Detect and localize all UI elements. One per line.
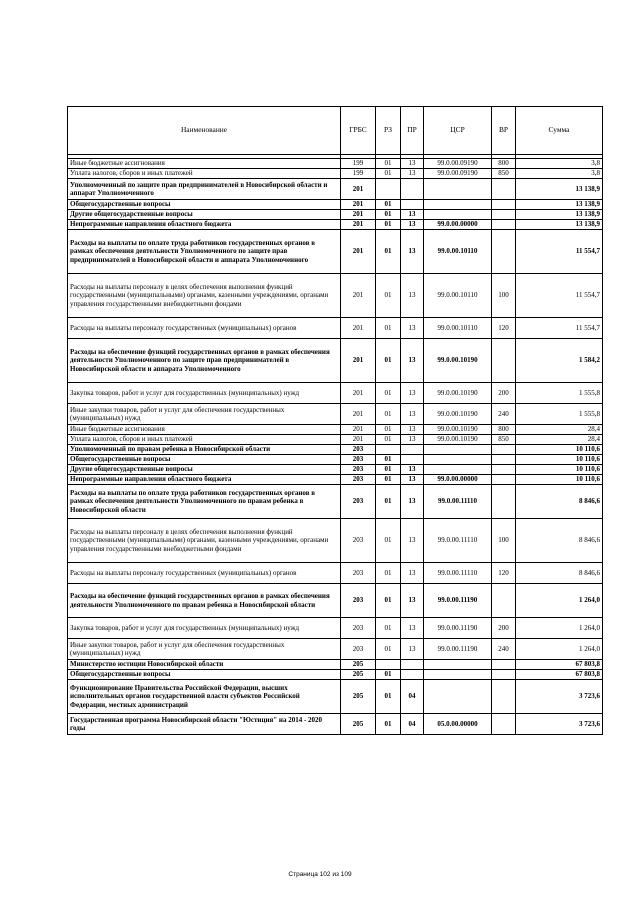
row-sum-cell: 28,4 <box>516 425 603 435</box>
row-grbs-cell: 201 <box>341 404 376 425</box>
row-csr-cell: 99.0.00.10190 <box>424 404 492 425</box>
row-vr-cell <box>492 455 516 465</box>
row-sum-cell: 3 723,6 <box>516 680 603 714</box>
row-name-cell: Иные закупки товаров, работ и услуг для обеспечения государственных (муниципальных) нужд <box>68 404 341 425</box>
row-vr-cell: 200 <box>492 618 516 639</box>
row-vr-cell <box>492 714 516 735</box>
table-row <box>68 339 603 383</box>
row-pr-cell: 13 <box>401 618 424 639</box>
row-vr-cell: 800 <box>492 159 516 169</box>
row-rz-cell <box>376 179 401 200</box>
row-vr-cell <box>492 584 516 618</box>
row-name-cell: Уполномоченный по защите прав предпринимателей в Новосибирской области и аппарат Уполномоченного <box>68 179 341 200</box>
row-name-cell: Непрограммные направления областного бюджета <box>68 475 341 485</box>
row-sum-cell: 8 846,6 <box>516 519 603 563</box>
row-grbs-cell: 205 <box>341 680 376 714</box>
row-csr-cell: 99.0.00.10190 <box>424 383 492 404</box>
row-name-cell: Закупка товаров, работ и услуг для государственных (муниципальных) нужд <box>68 383 341 404</box>
row-sum-cell: 67 803,8 <box>516 670 603 680</box>
row-grbs-cell: 199 <box>341 159 376 169</box>
table-row <box>68 210 603 220</box>
row-sum-cell: 67 803,8 <box>516 660 603 670</box>
row-grbs-cell: 199 <box>341 169 376 179</box>
row-csr-cell: 99.0.00.10110 <box>424 230 492 274</box>
row-name-cell: Расходы на выплаты персоналу государственных (муниципальных) органов <box>68 318 341 339</box>
row-rz-cell: 01 <box>376 274 401 318</box>
row-rz-cell: 01 <box>376 618 401 639</box>
row-name-cell: Закупка товаров, работ и услуг для государственных (муниципальных) нужд <box>68 618 341 639</box>
row-name-cell: Расходы на выплаты персоналу в целях обеспечения выполнения функций государственными (муниципальными) органами, казенными учреждениями, органами управления государственными внебюджетными фондами <box>68 519 341 563</box>
row-grbs-cell: 201 <box>341 200 376 210</box>
row-sum-cell: 10 110,6 <box>516 445 603 455</box>
row-rz-cell: 01 <box>376 220 401 230</box>
row-vr-cell: 200 <box>492 383 516 404</box>
row-sum-cell: 13 138,9 <box>516 179 603 200</box>
row-pr-cell: 13 <box>401 230 424 274</box>
table-row <box>68 455 603 465</box>
table-row <box>68 639 603 660</box>
row-pr-cell: 04 <box>401 680 424 714</box>
row-rz-cell: 01 <box>376 159 401 169</box>
row-sum-cell: 1 555,8 <box>516 404 603 425</box>
row-grbs-cell: 203 <box>341 584 376 618</box>
row-sum-cell: 13 138,9 <box>516 200 603 210</box>
row-rz-cell: 01 <box>376 404 401 425</box>
row-grbs-cell: 205 <box>341 670 376 680</box>
row-name-cell: Государственная программа Новосибирской области "Юстиция" на 2014 - 2020 годы <box>68 714 341 735</box>
table-row <box>68 563 603 584</box>
row-name-cell: Другие общегосударственные вопросы <box>68 465 341 475</box>
row-vr-cell <box>492 179 516 200</box>
row-sum-cell: 1 264,0 <box>516 639 603 660</box>
row-pr-cell: 13 <box>401 159 424 169</box>
row-name-cell: Расходы на обеспечение функций государственных органов в рамках обеспечения деятельности Уполномоченного по правам ребенка в Новосибирской области <box>68 584 341 618</box>
row-sum-cell: 11 554,7 <box>516 318 603 339</box>
row-rz-cell: 01 <box>376 425 401 435</box>
row-csr-cell: 99.0.00.10190 <box>424 339 492 383</box>
table-row <box>68 485 603 519</box>
column-header-pr: ПР <box>401 107 424 155</box>
table-row <box>68 159 603 169</box>
table-row <box>68 618 603 639</box>
row-csr-cell: 99.0.00.11110 <box>424 485 492 519</box>
row-rz-cell: 01 <box>376 714 401 735</box>
row-rz-cell: 01 <box>376 383 401 404</box>
row-sum-cell: 13 138,9 <box>516 220 603 230</box>
row-grbs-cell: 201 <box>341 425 376 435</box>
column-header-csr: ЦСР <box>424 107 492 155</box>
row-sum-cell: 1 584,2 <box>516 339 603 383</box>
row-grbs-cell: 203 <box>341 475 376 485</box>
column-header-grbs: ГРБС <box>341 107 376 155</box>
row-vr-cell <box>492 210 516 220</box>
row-csr-cell: 99.0.00.11190 <box>424 618 492 639</box>
row-csr-cell <box>424 210 492 220</box>
row-name-cell: Уплата налогов, сборов и иных платежей <box>68 169 341 179</box>
table-row <box>68 230 603 274</box>
row-pr-cell <box>401 455 424 465</box>
budget-table-container <box>67 106 602 735</box>
row-csr-cell: 05.0.00.00000 <box>424 714 492 735</box>
row-grbs-cell: 201 <box>341 274 376 318</box>
row-name-cell: Иные закупки товаров, работ и услуг для обеспечения государственных (муниципальных) нужд <box>68 639 341 660</box>
row-vr-cell: 100 <box>492 519 516 563</box>
row-name-cell: Функционирование Правительства Российской Федерации, высших исполнительных органов государственной власти субъектов Российской Федерации, местных администраций <box>68 680 341 714</box>
table-row <box>68 435 603 445</box>
row-pr-cell: 13 <box>401 519 424 563</box>
row-vr-cell <box>492 230 516 274</box>
row-pr-cell: 13 <box>401 475 424 485</box>
row-pr-cell: 13 <box>401 383 424 404</box>
row-vr-cell: 850 <box>492 169 516 179</box>
row-name-cell: Расходы на выплаты персоналу государственных (муниципальных) органов <box>68 563 341 584</box>
table-row <box>68 169 603 179</box>
row-pr-cell <box>401 670 424 680</box>
row-grbs-cell: 203 <box>341 485 376 519</box>
row-csr-cell: 99.0.00.10110 <box>424 318 492 339</box>
row-name-cell: Другие общегосударственные вопросы <box>68 210 341 220</box>
column-header-name: Наименование <box>68 107 341 155</box>
table-row <box>68 519 603 563</box>
row-grbs-cell: 203 <box>341 563 376 584</box>
table-row <box>68 274 603 318</box>
row-sum-cell: 11 554,7 <box>516 274 603 318</box>
row-name-cell: Уполномоченный по правам ребенка в Новосибирской области <box>68 445 341 455</box>
row-name-cell: Министерство юстиции Новосибирской области <box>68 660 341 670</box>
row-pr-cell: 13 <box>401 465 424 475</box>
row-sum-cell: 11 554,7 <box>516 230 603 274</box>
row-csr-cell: 99.0.00.09190 <box>424 169 492 179</box>
column-header-rz: РЗ <box>376 107 401 155</box>
row-pr-cell: 13 <box>401 220 424 230</box>
row-csr-cell: 99.0.00.10190 <box>424 425 492 435</box>
row-pr-cell: 13 <box>401 318 424 339</box>
row-rz-cell: 01 <box>376 465 401 475</box>
row-grbs-cell: 203 <box>341 455 376 465</box>
row-csr-cell <box>424 660 492 670</box>
table-row <box>68 404 603 425</box>
row-sum-cell: 3 723,6 <box>516 714 603 735</box>
row-rz-cell: 01 <box>376 670 401 680</box>
row-csr-cell: 99.0.00.00000 <box>424 475 492 485</box>
row-rz-cell: 01 <box>376 584 401 618</box>
row-rz-cell: 01 <box>376 475 401 485</box>
row-pr-cell: 04 <box>401 714 424 735</box>
row-pr-cell: 13 <box>401 563 424 584</box>
row-csr-cell <box>424 200 492 210</box>
column-header-sum: Сумма <box>516 107 603 155</box>
row-grbs-cell: 203 <box>341 445 376 455</box>
row-name-cell: Общегосударственные вопросы <box>68 670 341 680</box>
row-name-cell: Расходы на обеспечение функций государственных органов в рамках обеспечения деятельности Уполномоченного по защите прав предпринимателей в Новосибирской области и аппарата Уполномоченного <box>68 339 341 383</box>
row-rz-cell: 01 <box>376 519 401 563</box>
row-pr-cell: 13 <box>401 274 424 318</box>
row-grbs-cell: 203 <box>341 618 376 639</box>
row-grbs-cell: 203 <box>341 519 376 563</box>
table-row <box>68 584 603 618</box>
row-name-cell: Уплата налогов, сборов и иных платежей <box>68 435 341 445</box>
row-csr-cell: 99.0.00.00000 <box>424 220 492 230</box>
row-name-cell: Общегосударственные вопросы <box>68 200 341 210</box>
table-row <box>68 475 603 485</box>
row-csr-cell: 99.0.00.11190 <box>424 584 492 618</box>
table-row <box>68 383 603 404</box>
row-csr-cell <box>424 445 492 455</box>
row-name-cell: Расходы на выплаты персоналу в целях обеспечения выполнения функций государственными (муниципальными) органами, казенными учреждениями, органами управления государственными внебюджетными фондами <box>68 274 341 318</box>
row-vr-cell: 850 <box>492 435 516 445</box>
row-grbs-cell: 201 <box>341 383 376 404</box>
row-grbs-cell: 201 <box>341 220 376 230</box>
row-csr-cell <box>424 179 492 200</box>
row-name-cell: Расходы на выплаты по оплате труда работников государственных органов в рамках обеспечения деятельности Уполномоченного по защите прав предпринимателей в Новосибирской области и аппарата Уполномоченного <box>68 230 341 274</box>
row-vr-cell <box>492 660 516 670</box>
row-csr-cell: 99.0.00.11110 <box>424 563 492 584</box>
row-vr-cell: 100 <box>492 274 516 318</box>
row-pr-cell: 13 <box>401 404 424 425</box>
row-pr-cell: 13 <box>401 485 424 519</box>
table-row <box>68 220 603 230</box>
row-csr-cell <box>424 680 492 714</box>
row-grbs-cell: 205 <box>341 714 376 735</box>
row-rz-cell: 01 <box>376 200 401 210</box>
row-pr-cell <box>401 179 424 200</box>
row-rz-cell: 01 <box>376 680 401 714</box>
row-pr-cell: 13 <box>401 435 424 445</box>
row-csr-cell: 99.0.00.09190 <box>424 159 492 169</box>
row-sum-cell: 3,8 <box>516 169 603 179</box>
row-pr-cell <box>401 445 424 455</box>
column-header-vr: ВР <box>492 107 516 155</box>
row-grbs-cell: 201 <box>341 210 376 220</box>
row-vr-cell <box>492 485 516 519</box>
row-pr-cell: 13 <box>401 639 424 660</box>
row-name-cell: Иные бюджетные ассигнования <box>68 159 341 169</box>
table-row <box>68 670 603 680</box>
row-grbs-cell: 203 <box>341 465 376 475</box>
row-vr-cell: 120 <box>492 563 516 584</box>
row-sum-cell: 1 264,0 <box>516 584 603 618</box>
table-row <box>68 200 603 210</box>
row-pr-cell <box>401 660 424 670</box>
row-rz-cell: 01 <box>376 210 401 220</box>
page-footer: Страница 102 из 109 <box>288 871 352 878</box>
row-vr-cell: 120 <box>492 318 516 339</box>
row-rz-cell <box>376 445 401 455</box>
table-row <box>68 660 603 670</box>
row-csr-cell: 99.0.00.10190 <box>424 435 492 445</box>
row-sum-cell: 8 846,6 <box>516 563 603 584</box>
row-sum-cell: 1 555,8 <box>516 383 603 404</box>
row-pr-cell: 13 <box>401 169 424 179</box>
row-sum-cell: 3,8 <box>516 159 603 169</box>
table-row <box>68 179 603 200</box>
row-sum-cell: 10 110,6 <box>516 475 603 485</box>
row-vr-cell: 240 <box>492 639 516 660</box>
row-vr-cell <box>492 339 516 383</box>
row-vr-cell: 800 <box>492 425 516 435</box>
row-vr-cell <box>492 670 516 680</box>
row-csr-cell <box>424 455 492 465</box>
table-row <box>68 425 603 435</box>
row-pr-cell: 13 <box>401 584 424 618</box>
table-body <box>68 159 603 735</box>
row-grbs-cell: 201 <box>341 318 376 339</box>
row-csr-cell: 99.0.00.11190 <box>424 639 492 660</box>
row-pr-cell: 13 <box>401 339 424 383</box>
row-grbs-cell: 203 <box>341 639 376 660</box>
row-name-cell: Непрограммные направления областного бюджета <box>68 220 341 230</box>
row-rz-cell: 01 <box>376 318 401 339</box>
row-vr-cell <box>492 445 516 455</box>
row-grbs-cell: 201 <box>341 435 376 445</box>
table-row <box>68 318 603 339</box>
row-csr-cell: 99.0.00.10110 <box>424 274 492 318</box>
row-name-cell: Иные бюджетные ассигнования <box>68 425 341 435</box>
row-pr-cell: 13 <box>401 210 424 220</box>
row-sum-cell: 1 264,0 <box>516 618 603 639</box>
table-row <box>68 714 603 735</box>
row-rz-cell: 01 <box>376 339 401 383</box>
row-name-cell: Расходы на выплаты по оплате труда работников государственных органов в рамках обеспечения деятельности Уполномоченного по правам ребенка в Новосибирской области <box>68 485 341 519</box>
row-rz-cell: 01 <box>376 485 401 519</box>
row-pr-cell: 13 <box>401 425 424 435</box>
row-rz-cell: 01 <box>376 230 401 274</box>
row-csr-cell <box>424 465 492 475</box>
table-header-row <box>68 107 603 155</box>
row-sum-cell: 10 110,6 <box>516 465 603 475</box>
row-name-cell: Общегосударственные вопросы <box>68 455 341 465</box>
row-grbs-cell: 205 <box>341 660 376 670</box>
row-csr-cell: 99.0.00.11110 <box>424 519 492 563</box>
row-rz-cell: 01 <box>376 455 401 465</box>
row-grbs-cell: 201 <box>341 230 376 274</box>
row-vr-cell <box>492 465 516 475</box>
row-vr-cell: 240 <box>492 404 516 425</box>
table-row <box>68 465 603 475</box>
row-vr-cell <box>492 200 516 210</box>
row-rz-cell: 01 <box>376 169 401 179</box>
row-sum-cell: 10 110,6 <box>516 455 603 465</box>
row-rz-cell: 01 <box>376 563 401 584</box>
row-vr-cell <box>492 220 516 230</box>
table-row <box>68 445 603 455</box>
row-sum-cell: 8 846,6 <box>516 485 603 519</box>
row-pr-cell <box>401 200 424 210</box>
row-grbs-cell: 201 <box>341 179 376 200</box>
row-csr-cell <box>424 670 492 680</box>
table-row <box>68 680 603 714</box>
row-rz-cell: 01 <box>376 639 401 660</box>
row-sum-cell: 13 138,9 <box>516 210 603 220</box>
row-vr-cell <box>492 680 516 714</box>
row-grbs-cell: 201 <box>341 339 376 383</box>
row-rz-cell: 01 <box>376 435 401 445</box>
row-rz-cell <box>376 660 401 670</box>
budget-table <box>67 106 603 735</box>
row-vr-cell <box>492 475 516 485</box>
row-sum-cell: 28,4 <box>516 435 603 445</box>
